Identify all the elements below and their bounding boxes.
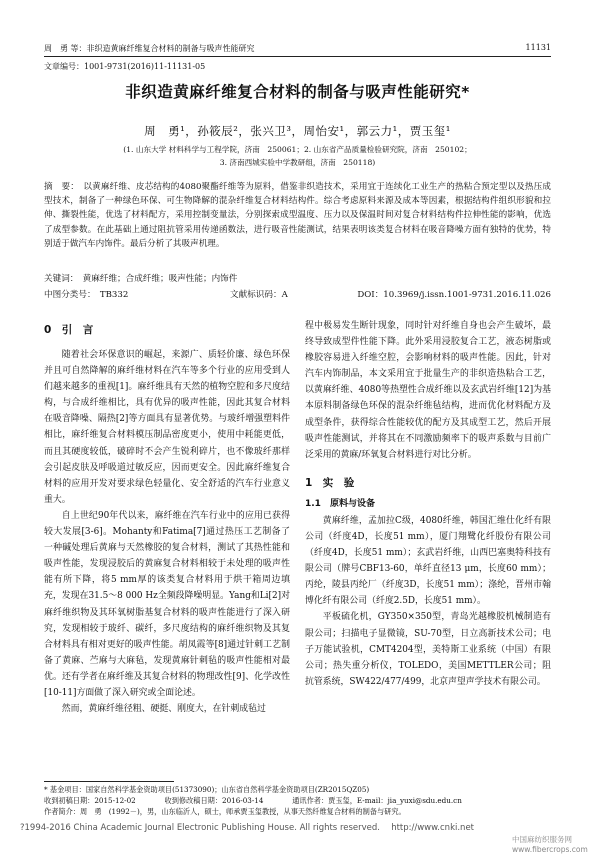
abstract: 摘 要： 以黄麻纤维、皮芯结构的4080聚酯纤维等为原料，借鉴非织造技术，采用宜于连续化工业生产的热粘合预定型以及热压成型技术，制备了一种绿色环保、可生物降解的混杂纤维复合材料结构件。综合考虑原料来源及成本等因素，根据结构件组织形貌和拉伸、撕裂性能，优选了材料配方，采用控制变量法，分别探索成型温度、压力以及保温时间对复合材料结构件拉伸性能的影响，优选了成型参数。在此基础上通过阻抗管采用传递函数法，进行吸音性能测试，结果表明该类复合材料在吸音降噪方面有独特的优势，特别适于做汽车内饰件。最后分析了其吸声机理。	[44, 182, 551, 249]
running-header	[44, 43, 551, 54]
copyright-footer: ?1994-2016 China Academic Journal Electronic Publishing House. All rights reserved. http://www.cnki.net	[20, 823, 475, 833]
intro-paragraph: 自上世纪90年代以来，麻纤维在汽车行业中的应用已获得较大发展[3-6]。Mohanty和Fatima[7]通过热压工艺制备了一种碱处理后黄麻与天然橡胶的复合材料，测试了其热性能和吸声性能，发现浸胶后的黄麻复合材料相较于未处理的吸声性能有所下降，将5 mm厚的该类复合材料用于烘干箱周边填充，发现在31.5～8 000 Hz全频段降噪明显。Yang和Li[2]对麻纤维织物及其环氧树脂基复合材料的吸声性能进行了深入研究，发现相较于玻纤、碳纤，多尺度结构的麻纤维织物及其复合材料具有相对更好的吸声性能。胡凤霞等[8]通过针刺工艺制备了黄麻、苎麻与大麻毡，发现黄麻针刺毡的吸声性能相对最优。还有学者在麻纤维及其复合材料的物理改性[9]、化学改性[10-11]方面做了深入研究或全面论述。	[44, 510, 290, 698]
page-number: 11131	[525, 43, 551, 52]
affiliation-line-2: 3. 济南西城实验中学教研组，济南 250118)	[219, 158, 376, 167]
intro-paragraph: 随着社会环保意识的崛起，来源广、质轻价廉、绿色环保并且可自然降解的麻纤维材料在汽车等多个行业的应用受到人们越来越多的重视[1]。麻纤维具有天然的植物空腔和多尺度结构，与合成纤维相比，具有优异的吸声性能，因此其复合材料在吸音降噪、隔热[2]等方面具有显著优势。与玻纤增强塑料件相比，麻纤维复合材料模压制品密度更小，使用中耗能更低，而且其硬度较低，破碎时不会产生锐利碎片，也不像玻纤那样会引起皮肤及呼吸道过敏反应，因而更安全。因此麻纤维复合材料的应用开发对要求绿色轻量化、安全舒适的汽车行业意义重大。	[44, 350, 290, 505]
equipment-paragraph: 平板硫化机，GY350×350型，青岛光越橡胶机械制造有限公司；扫描电子显微镜，SU-70型，日立高新技术公司；电子万能试验机，CMT4204型，美特斯工业系统（中国）有限公司；热失重分析仪，TOLEDO，美国METTLER公司；阻抗管系统，SW422/477/499，北京声望声学技术有限公司。	[305, 612, 551, 687]
author-list: 周 勇¹，孙筱辰²，张兴卫³，周怡安¹，郭云力¹，贾玉玺¹	[144, 124, 451, 138]
right-column	[305, 318, 551, 690]
paper-title: 非织造黄麻纤维复合材料的制备与吸声性能研究*	[125, 83, 470, 101]
section-1-title: 1 实 验	[305, 476, 355, 489]
footnote-funding: * 基金项目：国家自然科学基金资助项目(51373090)；山东省自然科学基金资助项目(ZR2015QZ05)	[44, 785, 370, 794]
running-header-text: 周 勇 等：非织造黄麻纤维复合材料的制备与吸声性能研究	[44, 44, 255, 53]
intro-paragraph: 然而，黄麻纤维径粗、硬挺、刚度大，在针刺成毡过	[61, 704, 266, 715]
footnote-author: 作者简介：周 勇 (1992－)，男，山东临沂人，硕士，师承贾玉玺教授，从事天然纤维复合材料的制备与研究。	[44, 807, 406, 816]
materials-paragraph: 黄麻纤维，孟加拉C级，4080纤维，韩国汇维仕化纤有限公司（纤度4D，长度51 mm），厦门翔鹭化纤股份有限公司（纤度4D，长度51 mm）；玄武岩纤维，山西巴塞奥特科技有限公司（牌号CBF13-60，单纤直径13 μm，长度60 mm）；丙纶，陵县丙纶厂（纤度3D，长度51 mm）；涤纶，晋州市翰博化纤有限公司（纤度2.5D，长度51 mm）。	[305, 515, 551, 607]
header-rule	[44, 56, 551, 57]
article-number: 文章编号：1001-9731(2016)11-11131-05	[44, 62, 206, 71]
footnote-dates: 收到初稿日期：2015-12-02 收到修改稿日期：2016-03-14 通讯作者：贾玉玺，E-mail：jia_yuxi@sdu.edu.cn	[44, 796, 462, 805]
doi: DOI：10.3969/j.issn.1001-9731.2016.11.026	[357, 290, 551, 300]
document-code: 文献标识码：A	[230, 290, 288, 300]
section-1-1-title: 1.1 原料与设备	[305, 498, 375, 509]
keywords: 关键词： 黄麻纤维；合成纤维；吸声性能；内饰件	[44, 274, 238, 284]
intro-paragraph: 程中极易发生断针现象，同时针对纤维自身也会产生破坏，最终导致成型件性能下降。此外采用浸胶复合工艺，液态树脂或橡胶容易进入纤维空腔，会影响材料的吸声性能。因此，针对汽车内饰制品，本文采用宜于批量生产的非织造热粘合工艺，以黄麻纤维、4080等热塑性合成纤维以及玄武岩纤维[12]为基本原料制备绿色环保的混杂纤维毡结构，进而优化材料配方及成型条件，获得综合性能较优的配方及其成型工艺，然后开展吸声性能测试，并将其在不同激励频率下的吸声系数与目前广泛采用的黄麻/环氧复合材料进行对比分析。	[305, 321, 551, 460]
affiliation-line-1: (1. 山东大学 材料科学与工程学院，济南 250061；2. 山东省产品质量检验研究院，济南 250102；	[123, 145, 472, 154]
section-0-title: 0 引 言	[44, 324, 94, 336]
clc-number: 中图分类号： TB332	[44, 290, 129, 300]
left-column	[44, 318, 290, 717]
footnote-rule	[44, 781, 174, 782]
watermark: 中国麻纺织服务网 www.fibercrops.com	[512, 835, 588, 854]
